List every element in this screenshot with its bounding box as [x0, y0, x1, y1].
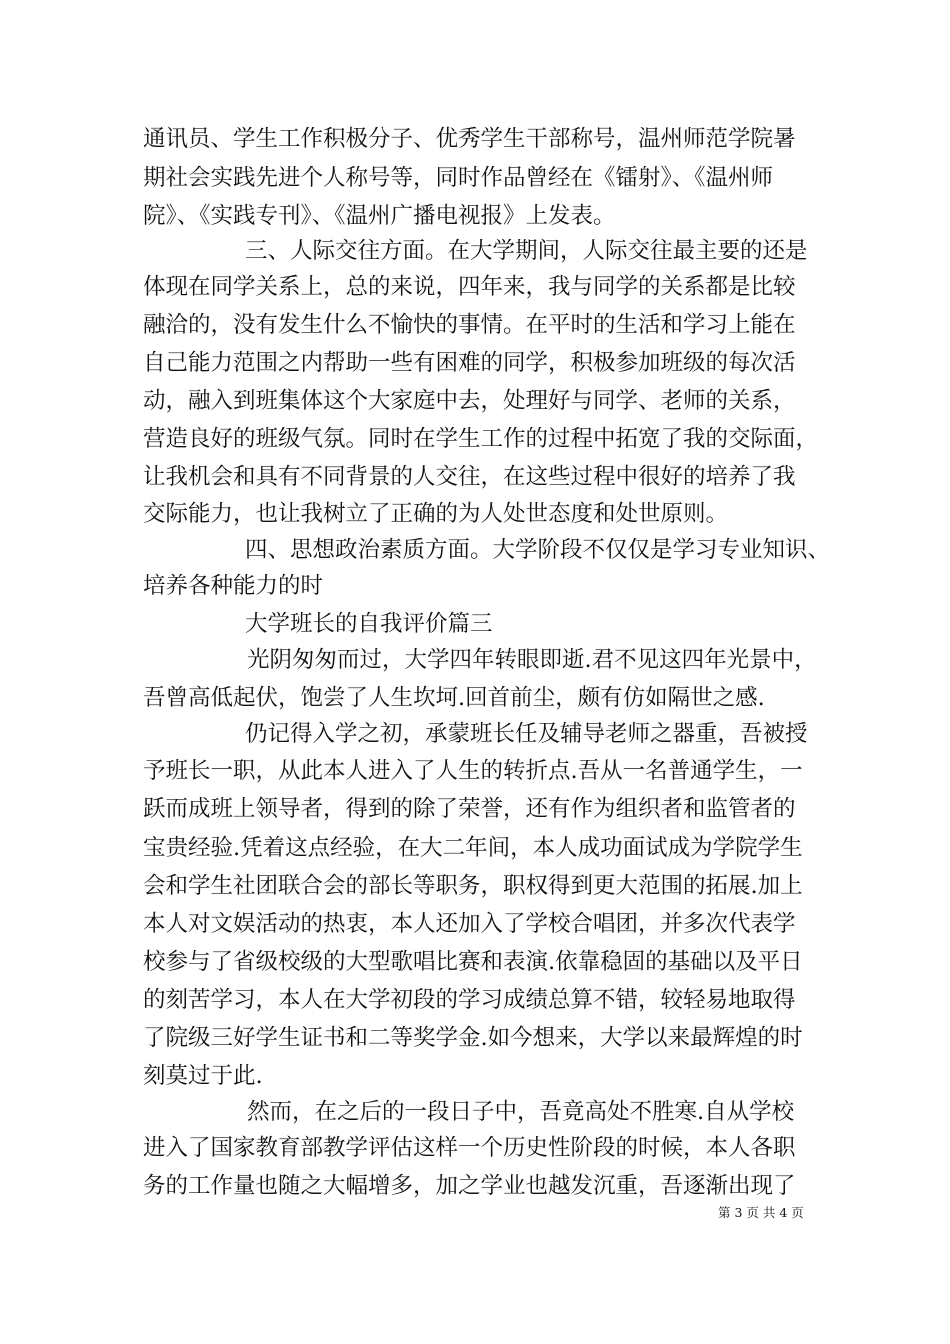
- text-line: 自己能力范围之内帮助一些有困难的同学，积极参加班级的每次活: [143, 350, 796, 376]
- text-line: 予班长一职，从此本人进入了人生的转折点.吾从一名普通学生，一: [143, 758, 803, 784]
- paragraph-start-line: 仍记得入学之初，承蒙班长任及辅导老师之器重，吾被授: [245, 721, 808, 747]
- text-line: 进入了国家教育部教学评估这样一个历史性阶段的时候，本人各职: [143, 1135, 796, 1161]
- text-line: 动，融入到班集体这个大家庭中去，处理好与同学、老师的关系，: [143, 388, 796, 414]
- text-line: 通讯员、学生工作积极分子、优秀学生干部称号，温州师范学院暑: [143, 126, 796, 152]
- text-line: 会和学生社团联合会的部长等职务，职权得到更大范围的拓展.加上: [143, 873, 803, 899]
- text-line: 吾曾高低起伏，饱尝了人生坎坷.回首前尘，颇有仿如隔世之感.: [143, 685, 765, 711]
- text-line: 本人对文娱活动的热衷，本人还加入了学校合唱团，并多次代表学: [143, 911, 796, 937]
- text-line: 培养各种能力的时: [143, 573, 324, 599]
- text-line: 刻莫过于此.: [143, 1063, 263, 1089]
- paragraph-start-line: 三、人际交往方面。在大学期间，人际交往最主要的还是: [245, 238, 808, 264]
- text-line: 院》、《实践专刊》、《温州广播电视报》上发表。: [143, 203, 616, 229]
- paragraph-start-line: 光阴匆匆而过，大学四年转眼即逝.君不见这四年光景中，: [247, 647, 817, 673]
- text-line: 融洽的，没有发生什么不愉快的事情。在平时的生活和学习上能在: [143, 312, 796, 338]
- paragraph-start-line: 四、思想政治素质方面。大学阶段不仅仅是学习专业知识、: [245, 537, 831, 563]
- text-line: 校参与了省级校级的大型歌唱比赛和表演.依靠稳固的基础以及平日: [143, 949, 803, 975]
- text-line: 的刻苦学习，本人在大学初段的学习成绩总算不错，较轻易地取得: [143, 987, 796, 1013]
- text-line: 体现在同学关系上，总的来说，四年来，我与同学的关系都是比较: [143, 274, 796, 300]
- text-line: 跃而成班上领导者，得到的除了荣誉，还有作为组织者和监管者的: [143, 796, 796, 822]
- section-title: 大学班长的自我评价篇三: [245, 611, 493, 637]
- text-line: 期社会实践先进个人称号等，同时作品曾经在《镭射》、《温州师: [143, 165, 774, 191]
- text-line: 务的工作量也随之大幅增多，加之学业也越发沉重，吾逐渐出现了: [143, 1173, 796, 1199]
- text-line: 了院级三好学生证书和二等奖学金.如今想来，大学以来最辉煌的时: [143, 1025, 803, 1051]
- text-line: 让我机会和具有不同背景的人交往，在这些过程中很好的培养了我: [143, 464, 796, 490]
- text-line: 交际能力，也让我树立了正确的为人处世态度和处世原则。: [143, 501, 729, 527]
- text-line: 营造良好的班级气氛。同时在学生工作的过程中拓宽了我的交际面，: [143, 426, 819, 452]
- paragraph-start-line: 然而，在之后的一段日子中，吾竟高处不胜寒.自从学校: [247, 1099, 795, 1125]
- text-line: 宝贵经验.凭着这点经验，在大二年间，本人成功面试成为学院学生: [143, 835, 803, 861]
- page-number-footer: 第 3 页 共 4 页: [718, 1205, 804, 1220]
